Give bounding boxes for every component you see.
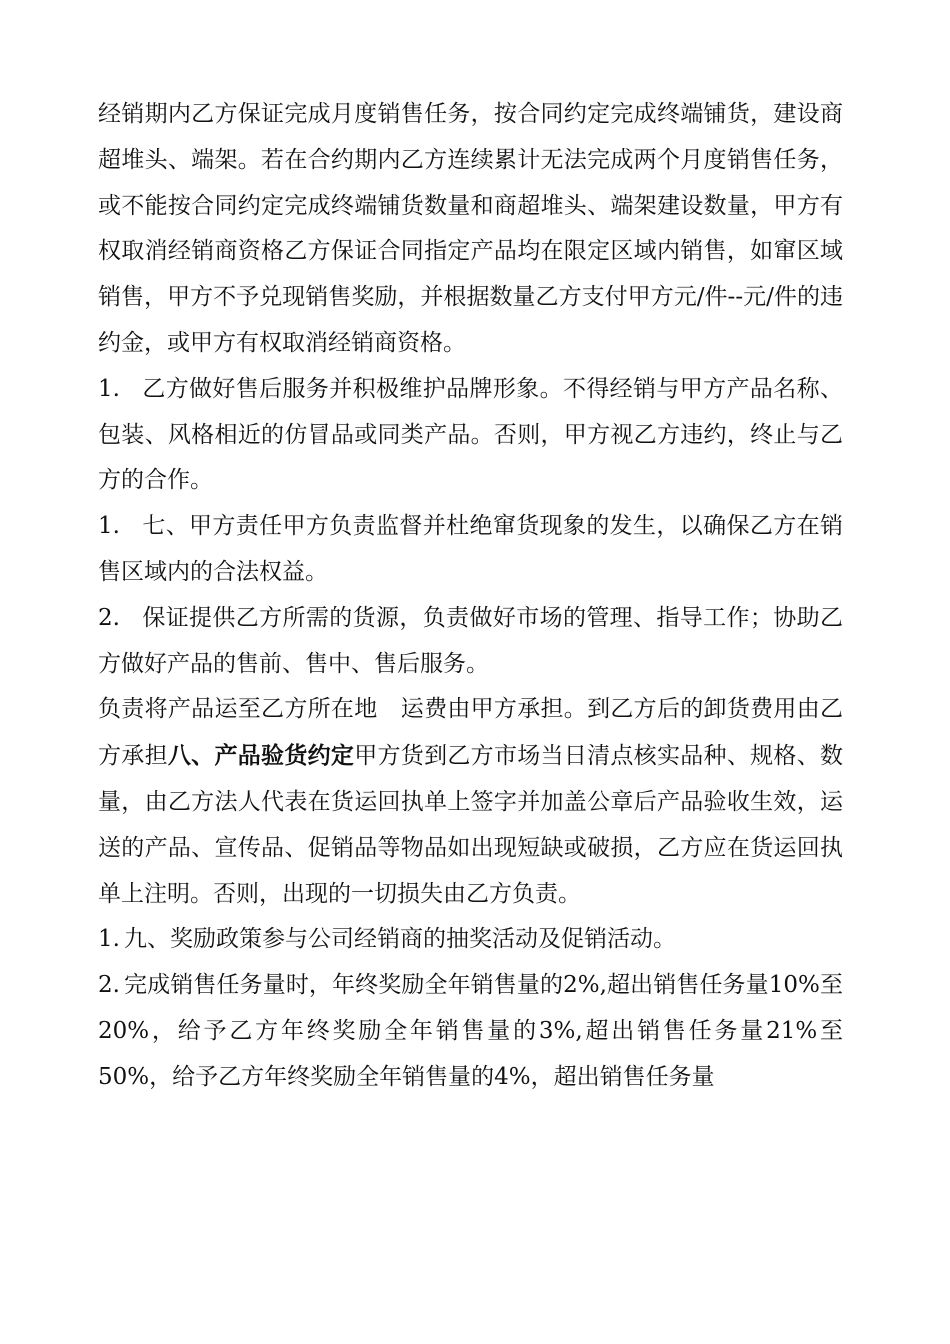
list-number: 1. [98,513,120,540]
paragraph-supply [98,596,843,688]
list-number: 1. [98,926,120,953]
paragraph-text: 甲方货到乙方市场当日清点核实品种、规格、数量，由乙方法人代表在货运回执单上签字并加盖公章后产品验收生效，运送的产品、宣传品、促销品等物品如出现短缺或破损，乙方应在货运回执单上注明。否则，出现的一切损失由乙方负责。 [98,743,844,907]
paragraph-after-sales [98,367,843,504]
list-number: 1. [98,375,120,402]
document-page [98,92,843,1101]
paragraph-text: 完成销售任务量时，年终奖励全年销售量的2%,超出销售任务量10%至20%，给予乙方年终奖励全年销售量的3%,超出销售任务量21%至50%，给予乙方年终奖励全年销售量的4%，超出销售任务量 [98,972,843,1090]
paragraph-party-a-duty [98,504,843,596]
paragraph-text: 保证提供乙方所需的货源，负责做好市场的管理、指导工作；协助乙方做好产品的售前、售中、售后服务。 [98,604,843,677]
section-heading-inspection: 八、产品验货约定 [167,742,355,770]
paragraph-text: 经销期内乙方保证完成月度销售任务，按合同约定完成终端铺货，建设商超堆头、端架。若在合约期内乙方连续累计无法完成两个月度销售任务，或不能按合同约定完成终端铺货数量和商超堆头、端架建设数量，甲方有权取消经销商资格乙方保证合同指定产品均在限定区域内销售，如窜区域销售，甲方不予兑现销售奖励，并根据数量乙方支付甲方元/件--元/件的违约金，或甲方有权取消经销商资格。 [98,101,843,356]
paragraph-sales-obligations [98,92,843,367]
paragraph-text: 七、甲方责任甲方负责监督并杜绝窜货现象的发生，以确保乙方在销售区域内的合法权益。 [98,513,843,585]
paragraph-text: 负责将产品运至乙方所在地 运费由甲方承担。到乙方后的卸货费用由乙方承担 [98,696,843,770]
list-number: 2. [98,972,120,999]
paragraph-reward-lottery [98,917,843,963]
paragraph-text: 乙方做好售后服务并积极维护品牌形象。不得经销与甲方产品名称、包装、风格相近的仿冒品或同类产品。否则，甲方视乙方违约，终止与乙方的合作。 [98,375,843,494]
paragraph-delivery-inspection [98,687,843,917]
list-number: 2. [98,604,120,631]
paragraph-text: 九、奖励政策参与公司经销商的抽奖活动及促销活动。 [123,926,676,953]
paragraph-reward-rates [98,963,843,1100]
